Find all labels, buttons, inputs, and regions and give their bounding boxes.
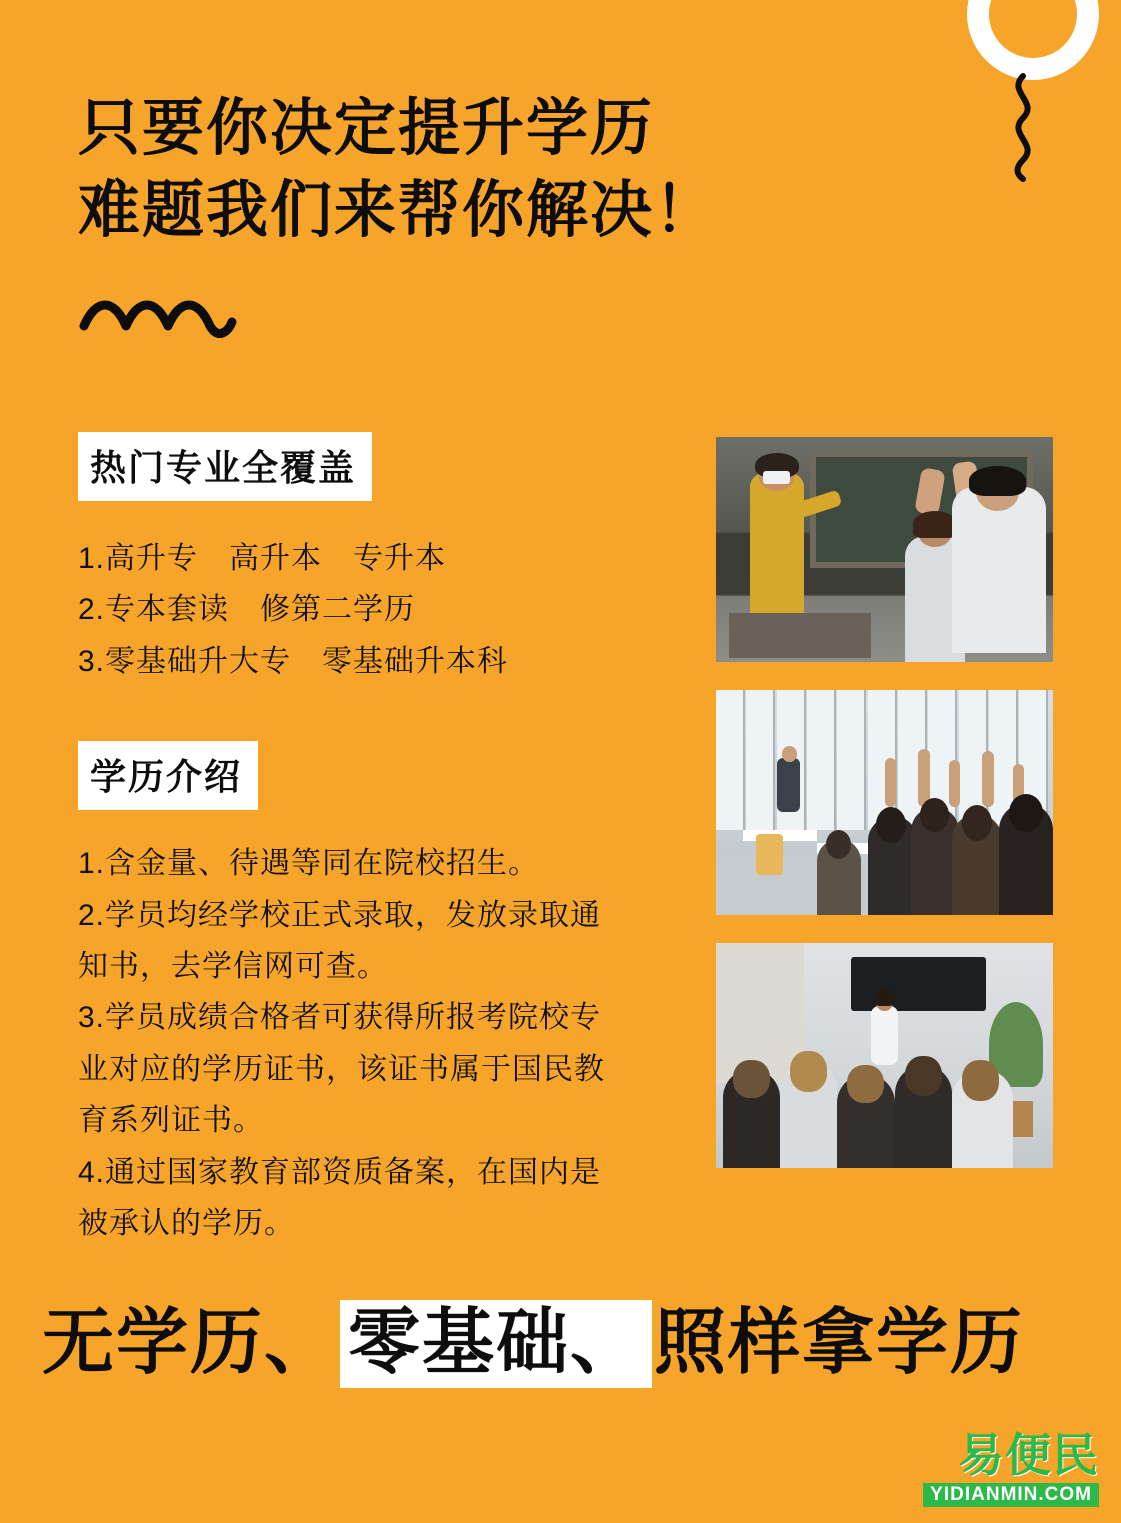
raised-arm [885, 758, 897, 808]
audience-head [962, 805, 992, 841]
logo-text-en: YIDIANMIN.COM [923, 1483, 1099, 1507]
speaker-body [777, 758, 801, 812]
raised-arm [982, 751, 994, 807]
bottom-segment-2-highlight: 零基础、 [340, 1300, 652, 1388]
list-item: 3.零基础升大专 零基础升本科 [78, 644, 509, 678]
content-column [78, 432, 638, 1251]
section-title-popular-majors: 热门专业全覆盖 [78, 432, 372, 501]
brand-logo [923, 1429, 1099, 1507]
vertical-squiggle-decoration [1003, 72, 1043, 182]
section-popular-majors [78, 432, 638, 685]
audience-head [962, 1060, 999, 1101]
audience-head [733, 1060, 770, 1098]
window-pane [746, 690, 775, 830]
headline [78, 88, 958, 252]
audience-head [920, 798, 949, 832]
list-item: 1.含金量、待遇等同在院校招生。 [78, 847, 540, 881]
list-item: 2.专本套读 修第二学历 [78, 593, 416, 627]
photo-lecture-hall [716, 690, 1053, 915]
section-education-intro [78, 741, 638, 1247]
presenter-hair [874, 988, 896, 1006]
presenter-body [871, 1006, 898, 1065]
photo-column [716, 437, 1053, 1168]
bottom-segment-3: 照样拿学历 [654, 1303, 1025, 1383]
logo-text-cn: 易便民 [958, 1429, 1099, 1481]
audience-head [1009, 794, 1043, 832]
list-item: 被承认的学历。 [78, 1206, 295, 1240]
raised-arm [949, 760, 961, 807]
photo-seminar-audience [716, 943, 1053, 1168]
list-item: 4.通过国家教育部资质备案，在国内是 [78, 1155, 602, 1189]
audience-head [905, 1056, 942, 1097]
list-item: 2.学员均经学校正式录取，发放录取通 [78, 898, 602, 932]
student-hair [969, 466, 1026, 495]
teacher-body [750, 473, 804, 617]
window-pane [837, 690, 866, 830]
student-body [952, 487, 1046, 654]
bottom-segment-1: 无学历、 [42, 1303, 339, 1383]
circle-ring-decoration [967, 0, 1099, 80]
list-item: 业对应的学历证书，该证书属于国民教 [78, 1052, 605, 1086]
horizontal-squiggle-decoration [78, 292, 238, 340]
window-pane [807, 690, 836, 830]
desk [729, 613, 871, 658]
presentation-screen [851, 957, 986, 1011]
list-item: 育系列证书。 [78, 1104, 264, 1138]
headline-line-1: 只要你决定提升学历 [78, 94, 655, 163]
list-item: 3.学员成绩合格者可获得所报考院校专 [78, 1001, 602, 1035]
student-hair [913, 511, 957, 538]
audience-head [790, 1051, 827, 1092]
face-mask [763, 471, 790, 485]
photo-classroom-teacher [716, 437, 1053, 662]
chair [756, 834, 783, 875]
audience-head [847, 1065, 884, 1103]
bottom-banner [40, 1300, 1080, 1388]
list-item: 1.高升专 高升本 专升本 [78, 542, 447, 575]
list-education-intro [78, 840, 638, 1247]
list-popular-majors [78, 535, 638, 685]
section-title-education-intro: 学历介绍 [78, 741, 258, 810]
headline-line-2: 难题我们来帮你解决！ [78, 175, 719, 245]
audience-head [826, 830, 851, 859]
list-item: 知书，去学信网可查。 [78, 949, 388, 983]
speaker-head [782, 746, 797, 762]
window-pane [716, 690, 745, 830]
